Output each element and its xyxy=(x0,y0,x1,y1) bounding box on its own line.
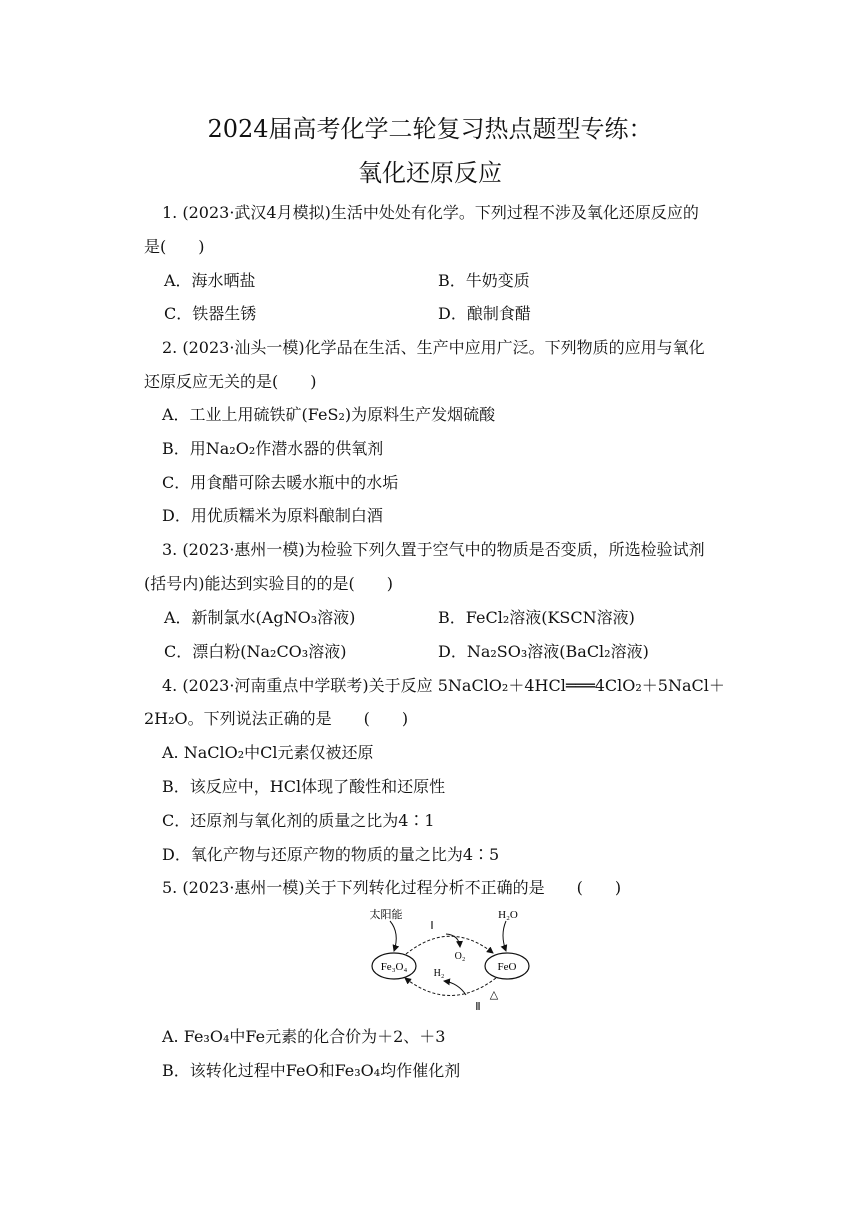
q2-option-d: D．用优质糯米为原料酿制白酒 xyxy=(162,506,383,525)
step-2-arrow xyxy=(405,978,496,996)
q1-option-a: A．海水晒盐 xyxy=(164,271,256,290)
q3-option-a: A．新制氯水(AgNO₃溶液) xyxy=(164,608,356,627)
q3-stem-line-1: 3. (2023·惠州一模)为检验下列久置于空气中的物质是否变质，所选检验试剂 xyxy=(162,540,705,559)
sunlight-label: 太阳能 xyxy=(369,908,403,921)
q5-stem-line-1: 5. (2023·惠州一模)关于下列转化过程分析不正确的是 ( ) xyxy=(162,878,622,897)
q4-option-a: A. NaClO₂中Cl元素仅被还原 xyxy=(162,743,374,762)
q4-option-c: C．还原剂与氧化剂的质量之比为4∶1 xyxy=(162,811,435,830)
q5-option-b: B．该转化过程中FeO和Fe₃O₄均作催化剂 xyxy=(162,1061,461,1080)
o2-label: O₂ xyxy=(454,951,466,962)
page-title-line-2: 氧化还原反应 xyxy=(358,159,502,187)
q4-stem-line-1: 4. (2023·河南重点中学联考)关于反应 5NaClO₂＋4HCl═══4ClO₂＋5NaCl＋ xyxy=(162,676,725,695)
q1-option-d: D．酿制食醋 xyxy=(438,304,531,323)
q3-option-b: B．FeCl₂溶液(KSCN溶液) xyxy=(438,608,635,627)
page-title-line-1: 2024届高考化学二轮复习热点题型专练： xyxy=(207,115,653,143)
q1-option-b: B．牛奶变质 xyxy=(438,271,530,290)
fe3o4-label: Fe₃O₄ xyxy=(380,961,408,973)
step-1-label: Ⅰ xyxy=(430,920,434,932)
water-arrow xyxy=(503,921,506,951)
q4-option-d: D．氧化产物与还原产物的物质的量之比为4∶5 xyxy=(162,845,500,864)
q2-option-c: C．用食醋可除去暖水瓶中的水垢 xyxy=(162,473,399,492)
q2-stem-line-2: 还原反应无关的是( ) xyxy=(144,372,317,391)
sunlight-arrow xyxy=(390,921,396,951)
fe-oxide-cycle-diagram xyxy=(360,905,540,1017)
feo-label: FeO xyxy=(497,961,517,973)
q5-option-a: A. Fe₃O₄中Fe元素的化合价为＋2、＋3 xyxy=(162,1027,446,1046)
step-2-label: Ⅱ xyxy=(475,1001,481,1013)
q3-option-d: D．Na₂SO₃溶液(BaCl₂溶液) xyxy=(438,642,649,661)
h2-arrow xyxy=(444,981,466,995)
water-label: H₂O xyxy=(498,909,518,921)
q4-option-b: B．该反应中，HCl体现了酸性和还原性 xyxy=(162,777,446,796)
q4-stem-line-2: 2H₂O。下列说法正确的是 ( ) xyxy=(144,709,409,728)
heat-symbol: △ xyxy=(489,988,499,1001)
q2-stem-line-1: 2. (2023·汕头一模)化学品在生活、生产中应用广泛。下列物质的应用与氧化 xyxy=(162,338,705,357)
q1-stem-line-1: 1. (2023·武汉4月模拟)生活中处处有化学。下列过程不涉及氧化还原反应的 xyxy=(162,203,699,222)
q2-option-a: A．工业上用硫铁矿(FeS₂)为原料生产发烟硫酸 xyxy=(162,405,496,424)
q2-option-b: B．用Na₂O₂作潜水器的供氧剂 xyxy=(162,439,384,458)
q3-option-c: C．漂白粉(Na₂CO₃溶液) xyxy=(164,642,347,661)
q1-stem-line-2: 是( ) xyxy=(144,237,205,256)
step-1-arrow xyxy=(406,936,493,954)
q1-option-c: C．铁器生锈 xyxy=(164,304,257,323)
h2-label: H₂ xyxy=(433,968,445,979)
q3-stem-line-2: (括号内)能达到实验目的的是( ) xyxy=(144,574,393,593)
